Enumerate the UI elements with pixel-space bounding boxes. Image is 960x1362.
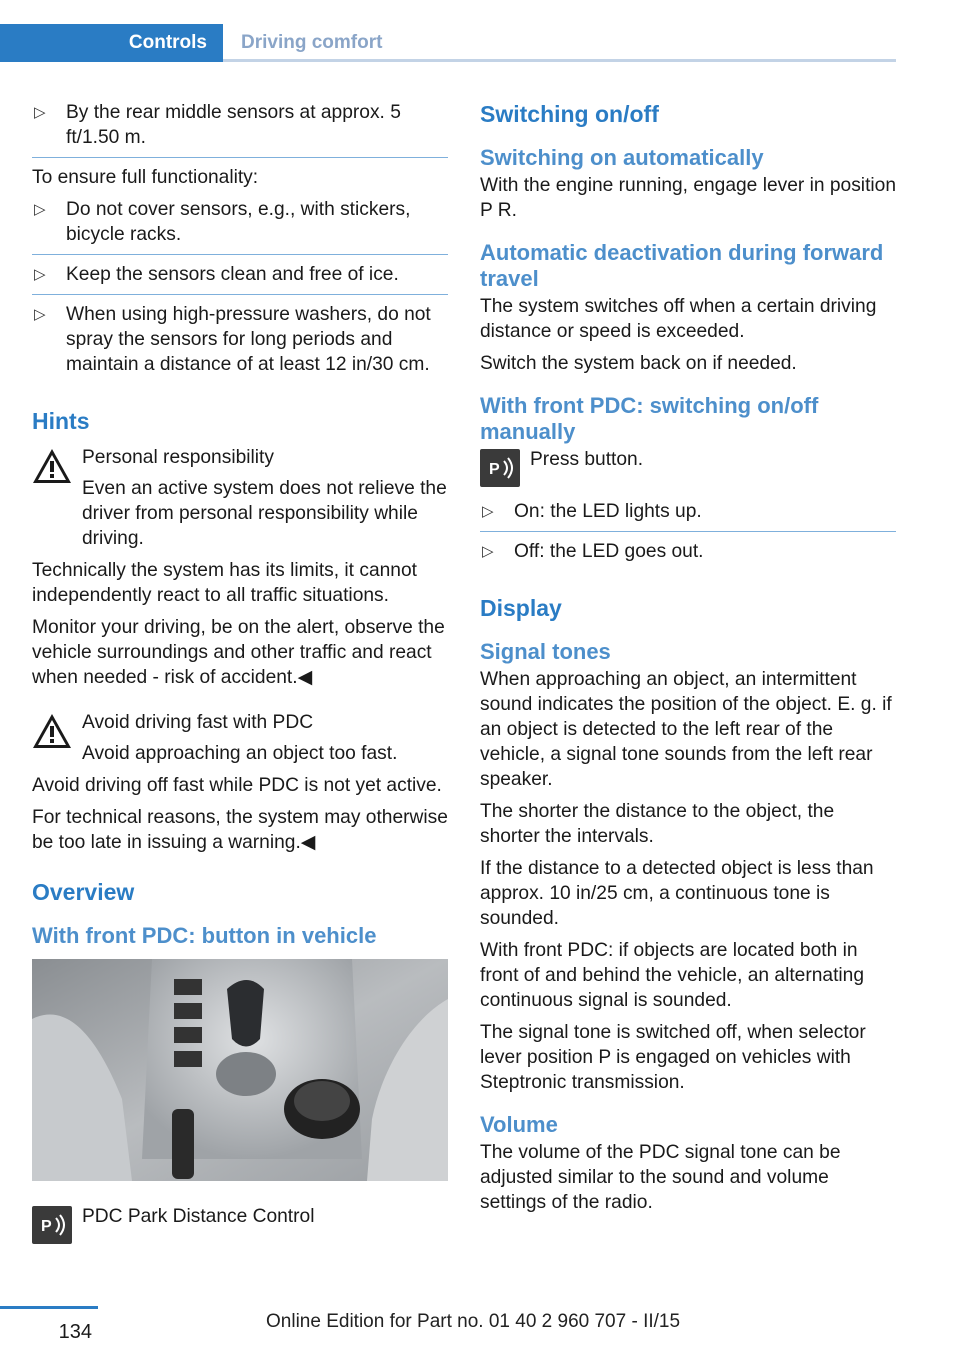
warning-paragraph: For technical reasons, the system may otherwise be too late in issuing a warning.◀ — [32, 807, 448, 853]
signal-paragraph: If the distance to a detected object is less than approx. 10 in/25 cm, a continuous tone is sounded. — [480, 858, 874, 929]
signal-paragraph: With front PDC: if objects are located both in front of and behind the vehicle, an alternating continuous signal is sounded. — [480, 940, 865, 1011]
warning-personal-responsibility — [32, 445, 448, 551]
page-number: 134 — [0, 1306, 98, 1344]
display-heading: Display — [480, 595, 562, 621]
hints-heading: Hints — [32, 408, 90, 434]
triangle-right-icon: ▷ — [482, 503, 494, 520]
center-console-photo — [32, 959, 448, 1181]
signal-paragraph: When approaching an object, an intermittent sound indicates the position of the object. E. g. if an object is detected to the left rear of the vehicle, a signal tone sounds from the left rear speaker. — [480, 669, 892, 790]
warning-title: Avoid driving fast with PDC — [82, 712, 314, 733]
warning-text: Avoid approaching an object too fast. — [82, 743, 398, 764]
auto-off-heading: Automatic deactivation during forward travel — [480, 240, 884, 291]
pdc-button-icon — [32, 1206, 72, 1244]
volume-heading: Volume — [480, 1112, 558, 1137]
pdc-caption-row — [32, 1204, 448, 1235]
signal-paragraph: The signal tone is switched off, when selector lever position P is engaged on vehicles with Steptronic transmission. — [480, 1022, 866, 1093]
signal-heading: Signal tones — [480, 639, 611, 664]
warning-text: Even an active system does not relieve the driver from personal responsibility while driving. — [82, 478, 447, 549]
triangle-right-icon: ▷ — [482, 543, 494, 560]
triangle-right-icon: ▷ — [34, 104, 46, 121]
warning-paragraph: Technically the system has its limits, it cannot independently react to all traffic situations. — [32, 560, 417, 606]
auto-off-paragraph: Switch the system back on if needed. — [480, 353, 797, 374]
warning-avoid-driving-fast — [32, 710, 448, 766]
triangle-right-icon: ▷ — [34, 201, 46, 218]
warning-paragraph: Monitor your driving, be on the alert, observe the vehicle surroundings and other traffic and react when needed - risk of accident.◀ — [32, 617, 445, 688]
warning-triangle-icon — [32, 447, 72, 485]
list-item: ▷ By the rear middle sensors at approx. 5 ft/1.50 m. — [32, 100, 448, 158]
press-button-text: Press button. — [530, 449, 644, 470]
edition-footer: Online Edition for Part no. 01 40 2 960 707 - II/15 — [266, 1311, 681, 1332]
list-item: ▷ Do not cover sensors, e.g., with stickers, bicycle racks. — [32, 197, 448, 255]
page-header — [0, 0, 896, 62]
manual-heading: With front PDC: switching on/off manually — [480, 393, 819, 444]
right-column — [480, 100, 896, 1222]
svg-text:P: P — [41, 1218, 52, 1235]
signal-paragraph: The shorter the distance to the object, the shorter the intervals. — [480, 801, 835, 847]
press-button-row — [480, 447, 896, 491]
warning-triangle-icon — [32, 712, 72, 750]
ensure-label: To ensure full functionality: — [32, 167, 259, 188]
list-item: ▷ Off: the LED goes out. — [482, 541, 704, 562]
triangle-right-icon: ▷ — [34, 306, 46, 323]
list-item: ▷ Keep the sensors clean and free of ice. — [32, 262, 448, 295]
left-column — [32, 100, 448, 1236]
list-item: ▷ When using high-pressure washers, do not spray the sensors for long periods and maintain a distance of at least 12 in/30 cm. — [34, 304, 431, 375]
volume-text: The volume of the PDC signal tone can be adjusted similar to the sound and volume settings of the radio. — [480, 1142, 841, 1213]
triangle-right-icon: ▷ — [34, 266, 46, 283]
pdc-button-icon — [480, 449, 520, 487]
section-tab-controls: Controls — [0, 24, 223, 62]
chapter-tab-driving-comfort: Driving comfort — [223, 24, 896, 62]
switch-heading: Switching on/off — [480, 101, 659, 127]
auto-on-heading: Switching on automatically — [480, 145, 764, 170]
auto-on-text: With the engine running, engage lever in position P R. — [480, 175, 897, 221]
svg-text:P: P — [489, 461, 500, 478]
overview-heading: Overview — [32, 879, 135, 905]
auto-off-text: The system switches off when a certain driving distance or speed is exceeded. — [480, 296, 877, 342]
list-item: ▷ On: the LED lights up. — [480, 499, 896, 532]
warning-paragraph: Avoid driving off fast while PDC is not yet active. — [32, 775, 442, 796]
button-subheading: With front PDC: button in vehicle — [32, 923, 377, 948]
photo-caption: PDC Park Distance Control — [82, 1206, 315, 1227]
warning-title: Personal responsibility — [82, 447, 274, 468]
